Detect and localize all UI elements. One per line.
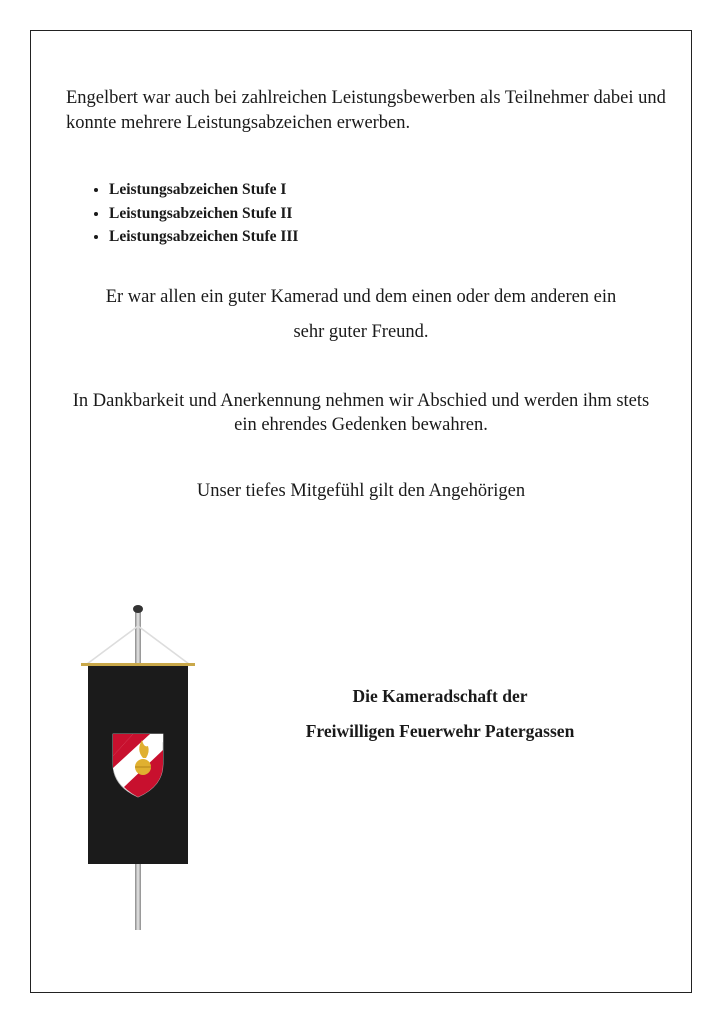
kamerad-line-1: Er war allen ein guter Kamerad und dem einen oder dem anderen ein: [105, 287, 617, 307]
kamerad-line-2: sehr guter Freund.: [293, 322, 429, 342]
mitgefuehl-line: Unser tiefes Mitgefühl gilt den Angehörigen: [196, 481, 526, 501]
dank-paragraph: [30, 389, 692, 437]
signature-line-1: Die Kameradschaft der: [352, 686, 528, 706]
banner-crossbar: [81, 663, 195, 666]
badge-list-item: • Leistungsabzeichen Stufe III: [109, 225, 298, 249]
badge-list: [85, 178, 298, 249]
signature-line-2: Freiwilligen Feuerwehr Patergassen: [305, 721, 575, 741]
badge-list-item: • Leistungsabzeichen Stufe I: [109, 178, 298, 202]
fire-brigade-banner: [78, 600, 198, 935]
badge-list-item: • Leistungsabzeichen Stufe II: [109, 202, 298, 226]
intro-paragraph: Engelbert war auch bei zahlreichen Leistungsbewerben als Teilnehmer dabei und konnte mehrere Leistungsabzeichen erwerben.: [66, 88, 666, 133]
banner-finial: [133, 605, 143, 613]
dank-text: In Dankbarkeit und Anerkennung nehmen wir Abschied und werden ihm stets ein ehrendes Gedenken bewahren.: [72, 391, 650, 435]
